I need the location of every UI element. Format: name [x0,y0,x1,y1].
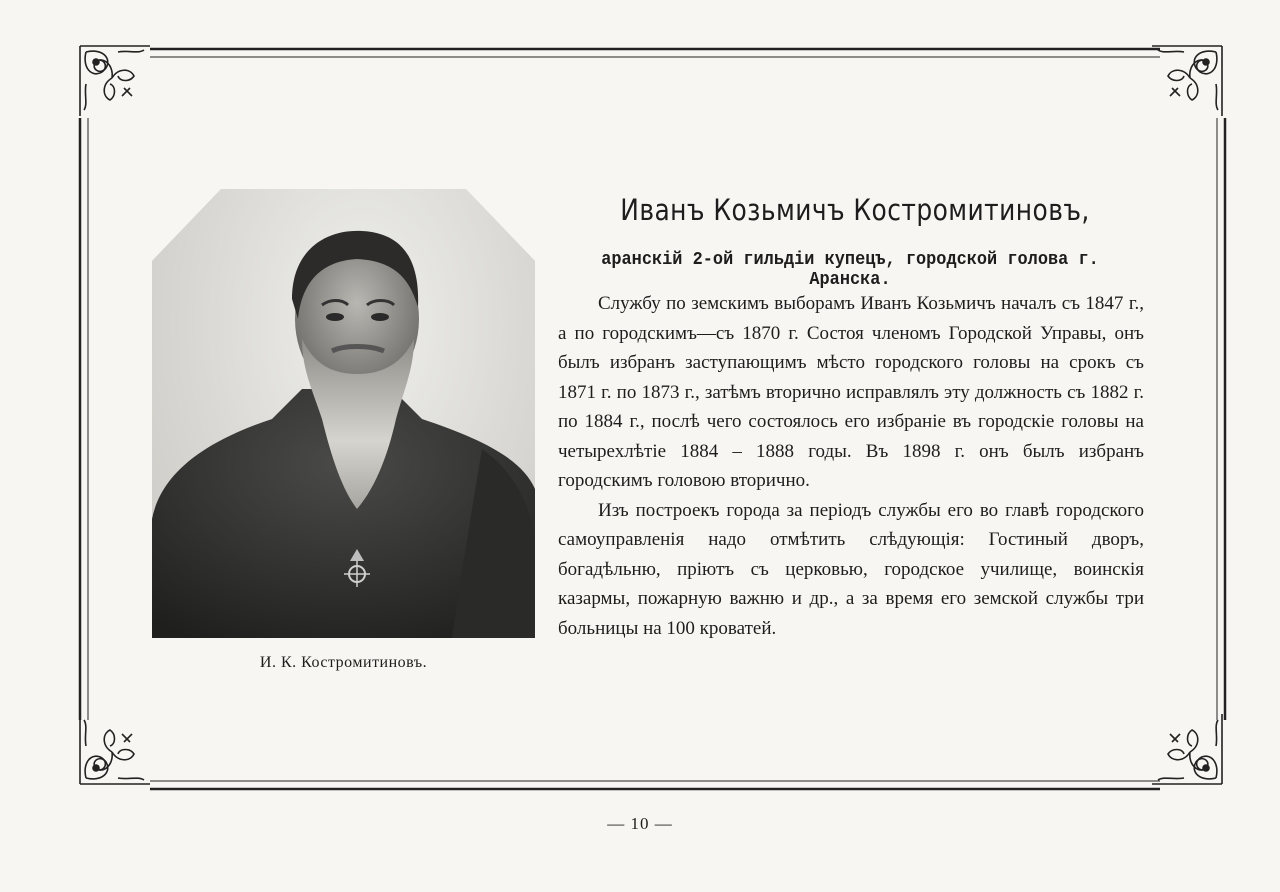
paragraph: Службу по земскимъ выборамъ Иванъ Козьмичъ началъ съ 1847 г., а по городскимъ—съ 1870 г. Состоя членомъ Городской Управы, онъ былъ избранъ заступающимъ мѣсто городского головы на срокъ съ 1871 г. по 1873 г., затѣмъ вторично исправлялъ эту должность съ 1882 г. по 1884 г., послѣ чего состоялось его избраніе въ городскіе головы на четырехлѣтіе 1884 – 1888 годы. Въ 1898 г. онъ былъ избранъ городскимъ головою вторично. [558,293,1144,491]
ornament-corner-bottom-left [72,712,152,792]
page-number: — 10 — [607,814,673,833]
ornament-corner-top-right [1150,38,1230,118]
portrait-caption: И. К. Костромитиновъ. [259,654,428,671]
ornament-corner-bottom-right [1150,712,1230,792]
portrait-photo [152,189,535,638]
page-title: Иванъ Козьмичъ Костромитиновъ, [620,193,1090,227]
ornament-corner-top-left [72,38,152,118]
biography-text [558,289,1144,643]
page-subtitle: аранскій 2-ой гильдіи купецъ, городской голова г. Аранска. [601,250,1099,290]
paragraph: Изъ построекъ города за періодъ службы его во главѣ городского самоуправленія надо отмѣтить слѣдующія: Гостиный дворъ, богадѣльню, пріютъ съ церковью, городское училище, воинскія казармы, пожарную важню и др., а за время его земской службы три больницы на 100 кроватей. [558,499,1144,639]
